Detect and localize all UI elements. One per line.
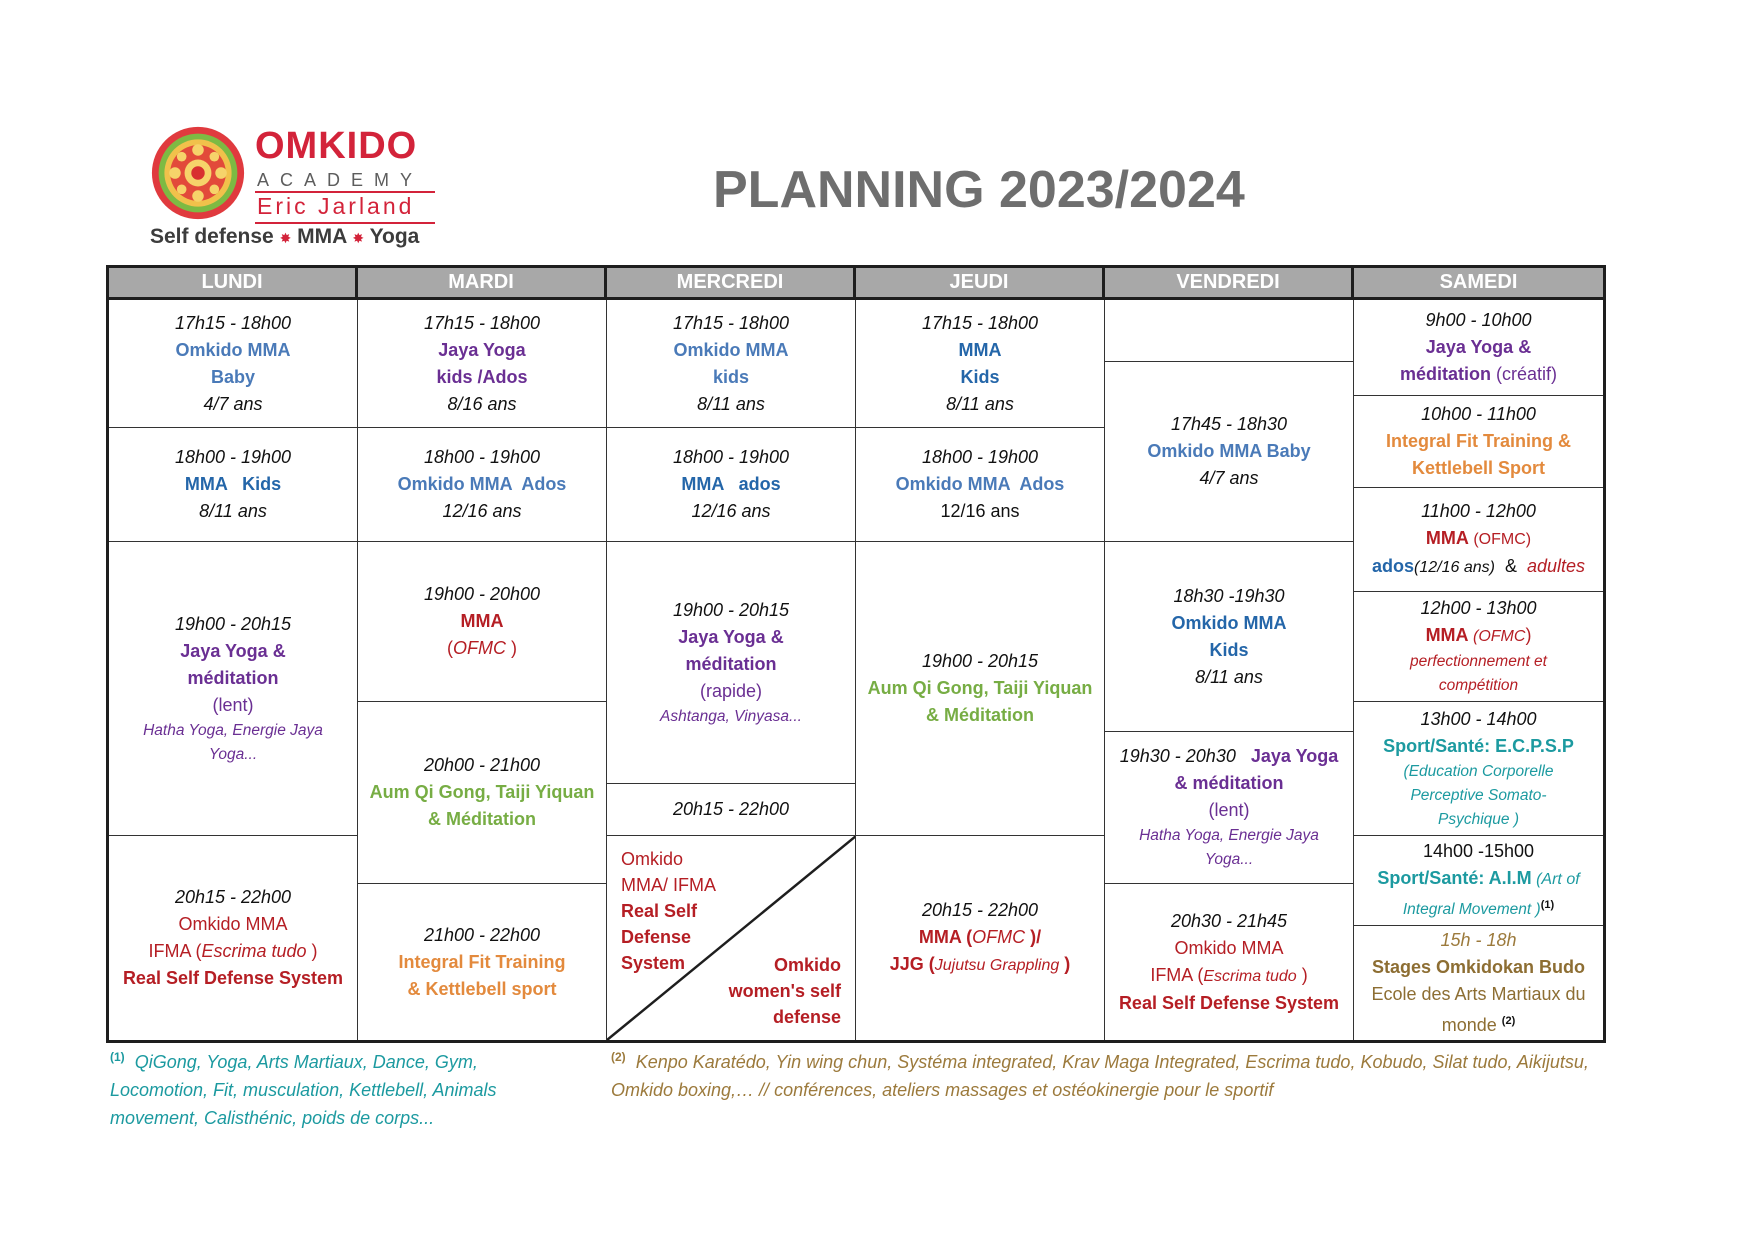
slot-time: 15h - 18h — [1440, 930, 1517, 950]
slot-samedi-7 — [1354, 926, 1603, 1040]
text-part: MMA — [1425, 528, 1469, 548]
slot-class: & méditation — [1174, 773, 1284, 793]
slot-age: 12/16 ans — [442, 501, 522, 521]
footnote-ref: (2) — [1501, 1015, 1516, 1027]
text-part: ( — [447, 638, 453, 658]
slot-time: 18h00 - 19h00 — [174, 447, 292, 467]
slot-mardi-5 — [358, 884, 607, 1040]
slot-level: kids /Ados — [436, 366, 528, 387]
footnote-1 — [110, 1043, 580, 1132]
slot-class — [1400, 361, 1557, 388]
slot-vendredi-empty — [1105, 300, 1354, 362]
slot-mardi-1 — [358, 300, 607, 428]
slot-time: 14h00 -15h00 — [1422, 841, 1535, 862]
slot-details: Hatha Yoga, Energie Jaya — [1139, 827, 1319, 844]
slot-class: MMA ados — [681, 474, 781, 494]
slot-class — [1426, 525, 1531, 553]
slot-jeudi-3 — [856, 542, 1105, 836]
slot-class: women's self — [728, 981, 841, 1001]
slot-samedi-6 — [1354, 836, 1603, 926]
header-jeudi: JEUDI — [856, 268, 1105, 297]
footnote-2 — [611, 1043, 1621, 1104]
slot-time: 18h00 - 19h00 — [921, 447, 1039, 467]
slot-details: Psychique ) — [1438, 810, 1519, 828]
slot-discipline — [148, 938, 317, 965]
slot-time: 19h00 - 20h15 — [174, 613, 292, 634]
slot-class: Integral Fit Training — [398, 951, 566, 972]
slot-system: Real Self Defense System — [122, 968, 344, 988]
slot-details — [1442, 1008, 1516, 1039]
slot-pace: (lent) — [1208, 800, 1250, 820]
slot-class: Jaya Yoga & — [180, 640, 286, 661]
slot-lundi-4 — [109, 836, 358, 1040]
footnote-marker: (2) — [611, 1050, 626, 1064]
slot-class: Omkido MMA — [1174, 937, 1284, 958]
text-part: ) — [506, 638, 517, 658]
slot-age: 4/7 ans — [1199, 468, 1259, 488]
slot-time: 19h30 - 20h30 — [1119, 746, 1236, 766]
slot-jeudi-2 — [856, 428, 1105, 542]
slot-time: 9h00 - 10h00 — [1425, 310, 1532, 330]
slot-age: 4/7 ans — [203, 393, 263, 414]
text-part: MMA — [1425, 625, 1469, 645]
slot-details: Hatha Yoga, Energie Jaya — [143, 721, 323, 739]
text-part: Escrima tudo — [201, 941, 307, 961]
slot-time: 10h00 - 11h00 — [1421, 404, 1536, 424]
text-part: ) — [306, 941, 318, 961]
slot-federation — [447, 635, 517, 662]
mandala-icon — [150, 125, 246, 221]
slot-class: méditation — [685, 653, 777, 674]
slot-time-class — [1120, 743, 1339, 770]
slot-system: Real Self — [621, 901, 698, 921]
split-left-text — [621, 846, 716, 976]
text-part: Sport/Santé: A.I.M — [1377, 868, 1532, 889]
text-part: Escrima tudo — [1203, 967, 1297, 985]
text-part: (créatif) — [1491, 364, 1558, 384]
text-part: JJG ( — [889, 954, 935, 974]
text-part: méditation — [1399, 364, 1491, 384]
slot-vendredi-3 — [1105, 732, 1354, 884]
slot-class: Omkido MMA — [175, 339, 291, 360]
text-part: monde — [1441, 1015, 1497, 1035]
slot-vendredi-2 — [1105, 542, 1354, 732]
slot-class: Jaya Yoga — [1250, 746, 1339, 766]
slot-class: Kettlebell Sport — [1411, 458, 1545, 478]
text-part: ) — [1525, 625, 1532, 645]
slot-samedi-2 — [1354, 396, 1603, 488]
slot-samedi-5 — [1354, 702, 1603, 836]
slot-lundi-2 — [109, 428, 358, 542]
slot-lundi-3 — [109, 542, 358, 836]
slot-system: Defense — [621, 927, 692, 947]
slot-time: 20h15 - 22h00 — [174, 887, 292, 907]
slot-details: Yoga... — [1204, 851, 1254, 868]
slot-time: 11h00 - 12h00 — [1421, 501, 1536, 521]
slot-mercredi-4 — [607, 784, 856, 836]
timetable — [106, 265, 1606, 1043]
text-part: ados — [1371, 556, 1414, 576]
slot-class: Omkido — [773, 955, 841, 975]
slot-age: 8/16 ans — [447, 393, 517, 414]
slot-system: System — [621, 953, 686, 973]
header-lundi: LUNDI — [109, 268, 358, 297]
slot-samedi-3 — [1354, 488, 1603, 592]
slot-level — [1372, 553, 1585, 581]
slot-time: 17h15 - 18h00 — [423, 312, 541, 333]
tagline-self-defense: Self defense — [150, 225, 274, 248]
slot-class: Stages Omkidokan Budo — [1371, 957, 1586, 977]
slot-details: perfectionnement et — [1409, 653, 1547, 670]
slot-samedi-1 — [1354, 300, 1603, 396]
page-title: PLANNING 2023/2024 — [713, 161, 1245, 219]
slot-class: MMA — [958, 339, 1002, 360]
slot-jeudi-1 — [856, 300, 1105, 428]
slot-discipline — [1150, 962, 1307, 990]
header-mardi: MARDI — [358, 268, 607, 297]
slot-time: 21h00 - 22h00 — [423, 924, 541, 945]
slot-details: Yoga... — [208, 745, 258, 763]
slot-class: Omkido MMA — [673, 339, 789, 360]
slot-time: 19h00 - 20h15 — [921, 651, 1039, 671]
slot-samedi-4 — [1354, 592, 1603, 702]
star-icon: ✸ — [279, 230, 292, 246]
header-samedi: SAMEDI — [1354, 268, 1603, 297]
slot-level: Baby — [210, 366, 255, 387]
tagline-yoga: Yoga — [369, 225, 420, 248]
slot-class: Jaya Yoga & — [678, 626, 784, 647]
slot-class: Jaya Yoga & — [1425, 337, 1532, 357]
slot-mercredi-2 — [607, 428, 856, 542]
slot-time: 18h30 -19h30 — [1173, 585, 1285, 606]
slot-mardi-2 — [358, 428, 607, 542]
slot-age: 12/16 ans — [691, 501, 771, 521]
slot-class: & Kettlebell sport — [407, 978, 557, 999]
logo-person: Eric Jarland — [257, 193, 415, 219]
text-part: MMA ( — [918, 927, 973, 947]
slot-time: 20h15 - 22h00 — [921, 900, 1039, 920]
slot-level: Kids — [1209, 639, 1249, 660]
slot-time: 13h00 - 14h00 — [1420, 708, 1537, 729]
slot-class: Integral Fit Training & — [1385, 431, 1571, 451]
slot-mardi-3 — [358, 542, 607, 702]
omkido-logo — [150, 122, 435, 257]
slot-class: MMA Kids — [184, 474, 282, 494]
slot-time: 20h30 - 21h45 — [1170, 910, 1288, 931]
slot-mercredi-5-split — [607, 836, 856, 1040]
slot-level: kids — [712, 366, 750, 387]
slot-class: & Méditation — [926, 705, 1034, 725]
slot-time: 17h15 - 18h00 — [174, 312, 292, 333]
slot-details: (Education Corporelle — [1403, 762, 1554, 780]
slot-age: 8/11 ans — [946, 393, 1014, 414]
slot-class — [1426, 622, 1532, 650]
text-part: OFMC — [972, 927, 1026, 947]
slot-time: 18h00 - 19h00 — [423, 447, 541, 467]
slot-time: 18h00 - 19h00 — [672, 447, 790, 467]
slot-details: Ashtanga, Vinyasa... — [660, 707, 802, 725]
text-part: )/ — [1025, 927, 1042, 947]
slot-class: Aum Qi Gong, Taiji Yiquan — [369, 782, 595, 802]
text-part: ) — [1059, 954, 1071, 974]
slot-class: Omkido MMA Ados — [895, 474, 1065, 494]
slot-time: 20h00 - 21h00 — [423, 755, 541, 775]
slot-class: Omkido MMA Baby — [1147, 441, 1311, 461]
footnote-ref: (1) — [1540, 899, 1555, 912]
slot-class: MMA/ IFMA — [621, 875, 716, 895]
footnote-marker: (1) — [110, 1050, 125, 1064]
slot-details — [1403, 893, 1554, 922]
slot-pace: (lent) — [212, 694, 254, 715]
slot-level: Kids — [960, 366, 1000, 387]
text-part: (Art of — [1531, 871, 1580, 889]
text-part: IFMA ( — [148, 941, 202, 961]
slot-class: Omkido MMA — [178, 914, 288, 934]
tagline-mma: MMA — [297, 225, 347, 248]
slot-class: Omkido MMA — [1171, 612, 1287, 633]
header-vendredi: VENDREDI — [1105, 268, 1354, 297]
slot-time: 20h15 - 22h00 — [672, 799, 790, 819]
star-icon: ✸ — [352, 230, 365, 246]
text-part: IFMA ( — [1150, 964, 1204, 985]
footnote-text: QiGong, Yoga, Arts Martiaux, Dance, Gym, Locomotion, Fit, musculation, Kettlebell, Animals movement, Calisthénic, poids de corps... — [110, 1052, 497, 1128]
slot-time: 17h15 - 18h00 — [921, 312, 1039, 333]
slot-class: Sport/Santé: E.C.P.S.P — [1383, 735, 1574, 756]
slot-time: 12h00 - 13h00 — [1420, 598, 1537, 618]
slot-mercredi-1 — [607, 300, 856, 428]
slot-class: Jaya Yoga — [438, 339, 526, 360]
slot-vendredi-1 — [1105, 362, 1354, 542]
slot-details: Perceptive Somato- — [1410, 786, 1547, 804]
slot-class: méditation — [187, 667, 279, 688]
slot-time: 19h00 - 20h15 — [672, 599, 790, 620]
slot-age: 8/11 ans — [697, 393, 765, 414]
slot-class: Omkido MMA Ados — [397, 474, 567, 494]
text-part: OFMC — [453, 638, 506, 658]
text-part: Integral Movement ) — [1402, 901, 1541, 919]
slot-pace: (rapide) — [699, 680, 763, 701]
slot-class: MMA — [460, 611, 504, 631]
text-part: (12/16 ans) — [1414, 559, 1495, 576]
text-part: adultes — [1526, 556, 1585, 576]
slot-time: 19h00 - 20h00 — [423, 584, 541, 604]
slot-class — [1377, 865, 1579, 893]
slot-age: 8/11 ans — [199, 501, 267, 521]
footnote-text: Kenpo Karatédo, Yin wing chun, Systéma integrated, Krav Maga Integrated, Escrima tudo, Kobudo, Silat tudo, Aikijutsu, Omkido boxing,… // conférences, ateliers massages et ostéokinergie pour le sportif — [611, 1052, 1589, 1100]
slot-time: 17h45 - 18h30 — [1170, 414, 1288, 434]
text-part: Jujutsu Grappling — [934, 957, 1060, 974]
slot-jeudi-4 — [856, 836, 1105, 1040]
text-part: ) — [1296, 964, 1308, 985]
slot-age: 12/16 ans — [940, 501, 1020, 521]
slot-mardi-4 — [358, 702, 607, 884]
slot-class — [890, 951, 1071, 979]
slot-class: defense — [772, 1007, 841, 1027]
logo-academy: ACADEMY — [257, 170, 424, 190]
split-right-text — [729, 952, 841, 1030]
slot-details: compétition — [1438, 677, 1519, 694]
text-part: (OFMC) — [1468, 531, 1532, 548]
logo-tagline — [150, 224, 419, 251]
header-mercredi: MERCREDI — [607, 268, 856, 297]
text-part: (OFMC — [1468, 628, 1526, 645]
logo-name: OMKIDO — [255, 125, 418, 167]
slot-class: & Méditation — [428, 809, 536, 829]
slot-system: Real Self Defense System — [1118, 992, 1340, 1013]
slot-details: Ecole des Arts Martiaux du — [1371, 984, 1586, 1004]
text-part: & — [1494, 556, 1527, 576]
slot-time: 17h15 - 18h00 — [672, 312, 790, 333]
slot-class: Omkido — [621, 849, 684, 869]
slot-lundi-1 — [109, 300, 358, 428]
slot-age: 8/11 ans — [1195, 666, 1263, 687]
slot-mercredi-3 — [607, 542, 856, 784]
slot-class — [919, 924, 1041, 951]
slot-vendredi-4 — [1105, 884, 1354, 1040]
slot-class: Aum Qi Gong, Taiji Yiquan — [867, 678, 1093, 698]
